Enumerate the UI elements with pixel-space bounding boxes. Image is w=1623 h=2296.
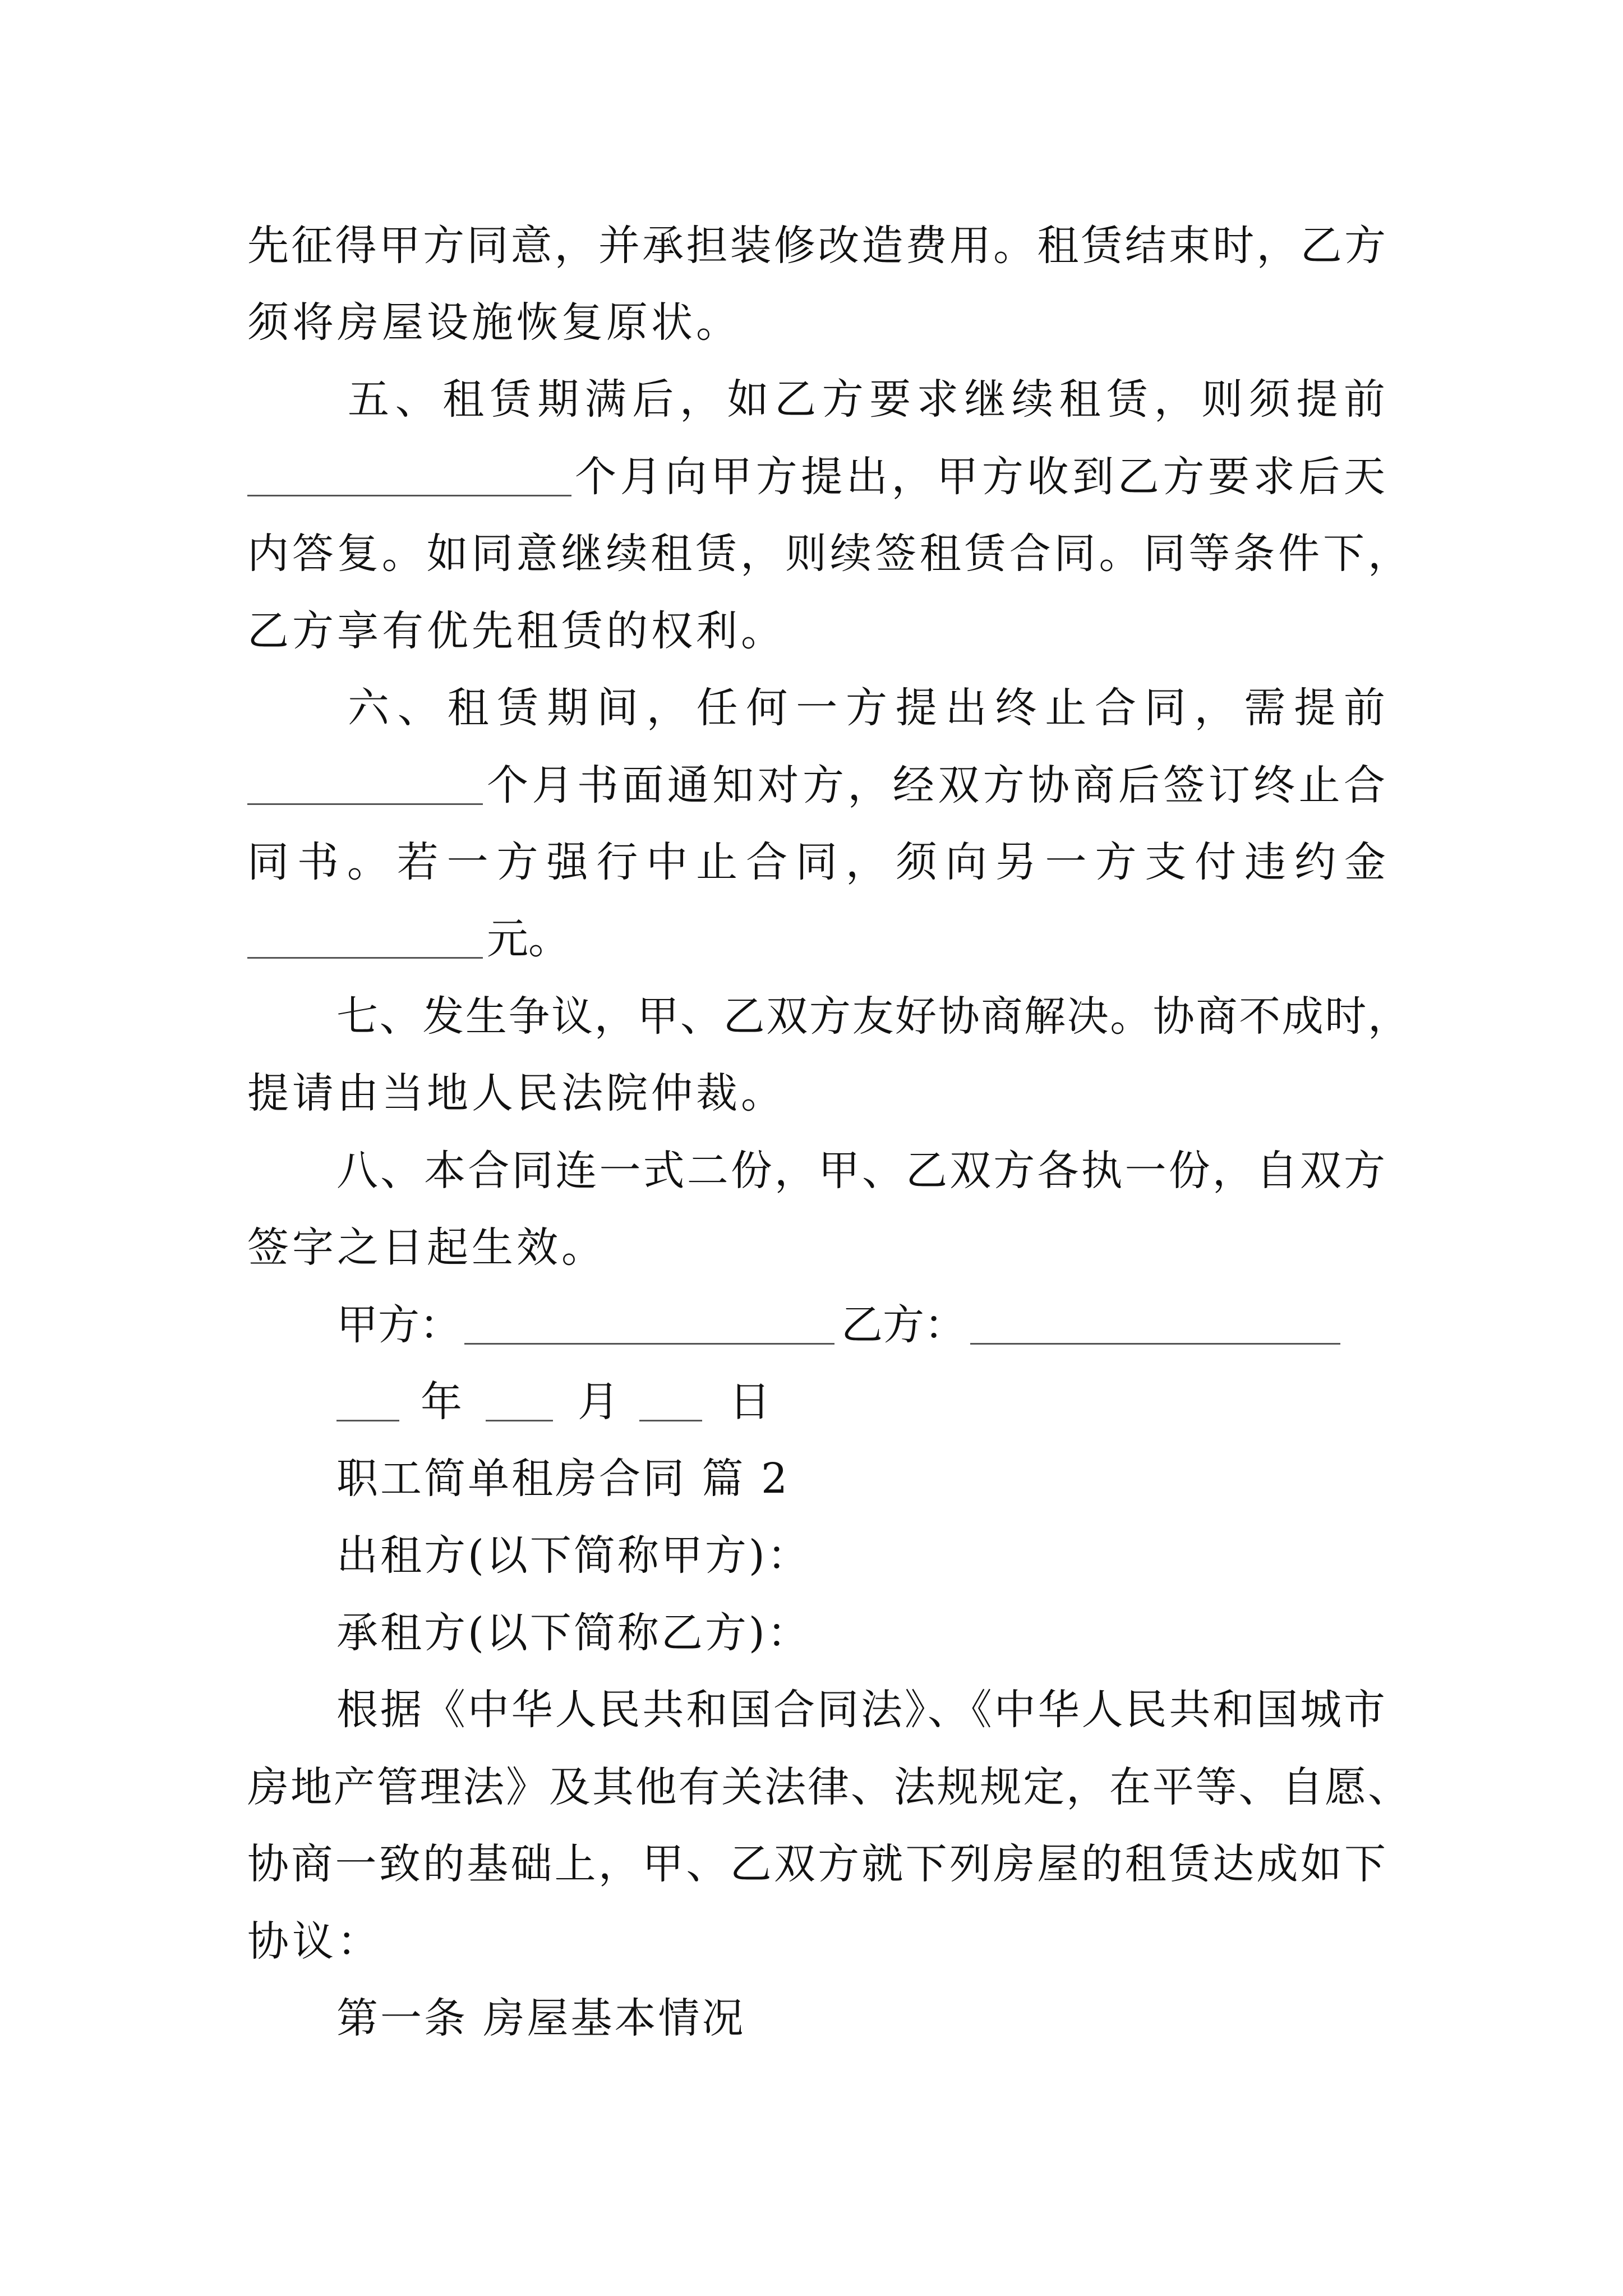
year-blank: [336, 1420, 399, 1421]
line-text: 协议：: [247, 1917, 382, 1966]
line-text: 签字之日起生效。: [247, 1223, 606, 1272]
paragraph-line: [0, 1054, 1623, 1133]
line-text: 第一条 房屋基本情况: [336, 1994, 746, 2042]
paragraph-line: [0, 514, 1623, 593]
paragraph-line: [0, 1131, 1623, 1210]
date-line: [0, 1363, 1623, 1441]
paragraph-line: [0, 746, 1623, 825]
paragraph-line: [0, 1594, 1623, 1672]
paragraph-line: [0, 1208, 1623, 1287]
line-text: 须将房屋设施恢复原状。: [247, 298, 741, 347]
day-label: 日: [729, 1378, 771, 1426]
month-label: 月: [578, 1378, 619, 1426]
line-text: 房地产管理法》及其他有关法律、法规规定，在平等、自愿、: [247, 1763, 1409, 1811]
line-text: 同书。若一方强行中止合同，须向另一方支付违约金: [247, 838, 1386, 886]
line-text: 七、发生争议，甲、乙双方友好协商解决。协商不成时，: [336, 992, 1409, 1041]
paragraph-line: [0, 1671, 1623, 1749]
month-blank: [486, 1420, 553, 1421]
line-text: 出租方(以下简称甲方)：: [336, 1531, 811, 1580]
line-text: 个月向甲方提出，甲方收到乙方要求后天: [575, 453, 1385, 501]
line-text: 先征得甲方同意，并承担装修改造费用。租赁结束时，乙方: [247, 222, 1386, 270]
paragraph-line: [0, 823, 1623, 901]
line-text: 八、本合同连一式二份，甲、乙双方各执一份，自双方: [336, 1147, 1385, 1195]
line-text: 五、租赁期满后，如乙方要求继续租赁，则须提前: [348, 375, 1385, 424]
paragraph-line: [0, 1902, 1623, 1981]
year-label: 年: [421, 1378, 462, 1426]
party-b-label: 乙方：: [841, 1301, 966, 1349]
day-blank: [639, 1420, 702, 1421]
paragraph-line: [0, 283, 1623, 362]
paragraph-line: [0, 1825, 1623, 1903]
line-text: 提请由当地人民法院仲裁。: [247, 1069, 786, 1117]
line-text: 个月书面通知对方，经双方协商后签订终止合: [487, 761, 1385, 809]
paragraph-line: [0, 360, 1623, 439]
line-text: 乙方享有优先租赁的权利。: [247, 607, 786, 655]
line-text: 职工简单租房合同 篇 2: [336, 1455, 790, 1503]
fill-in-blank: [247, 957, 483, 959]
paragraph-line: [0, 977, 1623, 1056]
paragraph-line: [0, 438, 1623, 516]
line-text: 元。: [487, 915, 570, 963]
paragraph-line: [0, 206, 1623, 285]
fill-in-blank: [247, 495, 571, 496]
party-b-signature-blank: [970, 1343, 1340, 1345]
line-text: 内答复。如同意继续租赁，则续签租赁合同。同等条件下，: [247, 530, 1409, 578]
party-a-label: 甲方：: [336, 1301, 461, 1349]
paragraph-line: [0, 1748, 1623, 1826]
article-heading: [0, 1979, 1623, 2058]
line-text: 承租方(以下简称乙方)：: [336, 1609, 811, 1657]
section-heading: [0, 1439, 1623, 1518]
fill-in-blank: [247, 803, 483, 805]
paragraph-line: [0, 900, 1623, 978]
party-a-signature-blank: [464, 1343, 834, 1345]
signature-line: [0, 1286, 1623, 1364]
paragraph-line: [0, 592, 1623, 670]
line-text: 六、租赁期间，任何一方提出终止合同，需提前: [348, 684, 1385, 732]
line-text: 根据《中华人民共和国合同法》、《中华人民共和国城市: [336, 1686, 1385, 1734]
paragraph-line: [0, 1516, 1623, 1595]
line-text: 协商一致的基础上，甲、乙双方就下列房屋的租赁达成如下: [247, 1840, 1386, 1888]
paragraph-line: [0, 669, 1623, 747]
